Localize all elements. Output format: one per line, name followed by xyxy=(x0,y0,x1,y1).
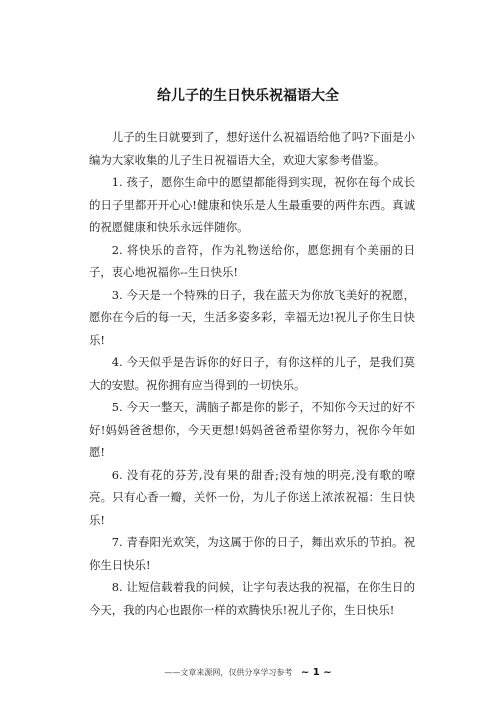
document-body xyxy=(89,126,415,621)
intro-paragraph: 儿子的生日就要到了，想好送什么祝福语给他了吗?下面是小编为大家收集的儿子生日祝福语大全，欢迎大家参考借鉴。 xyxy=(89,130,415,167)
list-item: 4. 今天似乎是告诉你的好日子，有你这样的儿子，是我们莫大的安慰。祝你拥有应当得到的一切快乐。 xyxy=(89,355,415,392)
list-item: 2. 将快乐的音符，作为礼物送给你，愿您拥有个美丽的日子，衷心地祝福你--生日快乐! xyxy=(89,242,415,279)
page-number: ~ 1 ~ xyxy=(300,667,332,678)
document-title: 给儿子的生日快乐祝福语大全 xyxy=(157,88,339,104)
list-item: 3. 今天是一个特殊的日子，我在蓝天为你放飞美好的祝愿，愿你在今后的每一天，生活多姿多彩，幸福无边!祝儿子你生日快乐! xyxy=(89,287,415,347)
source-note: ——文章来源网，仅供分享学习参考 xyxy=(164,668,293,677)
list-item: 1. 孩子，愿你生命中的愿望都能得到实现，祝你在每个成长的日子里都开开心心!健康和快乐是人生最重要的两件东西。真诚的祝愿健康和快乐永远伴随你。 xyxy=(89,175,415,234)
list-item: 7. 青春阳光欢笑，为这属于你的日子，舞出欢乐的节拍。祝你生日快乐! xyxy=(89,535,415,572)
page-footer xyxy=(0,667,496,679)
list-item: 8. 让短信载着我的问候，让字句表达我的祝福，在你生日的今天，我的内心也跟你一样的欢腾快乐!祝儿子你，生日快乐! xyxy=(89,580,415,617)
list-item: 5. 今天一整天，满脑子都是你的影子，不知你今天过的好不好!妈妈爸爸想你，今天更想!妈妈爸爸希望你努力，祝你今年如愿! xyxy=(89,400,415,459)
list-item: 6. 没有花的芬芳,没有果的甜香;没有烛的明亮,没有歌的嘹亮。只有心香一瓣，关怀一份，为儿子你送上浓浓祝福：生日快乐! xyxy=(89,467,415,527)
